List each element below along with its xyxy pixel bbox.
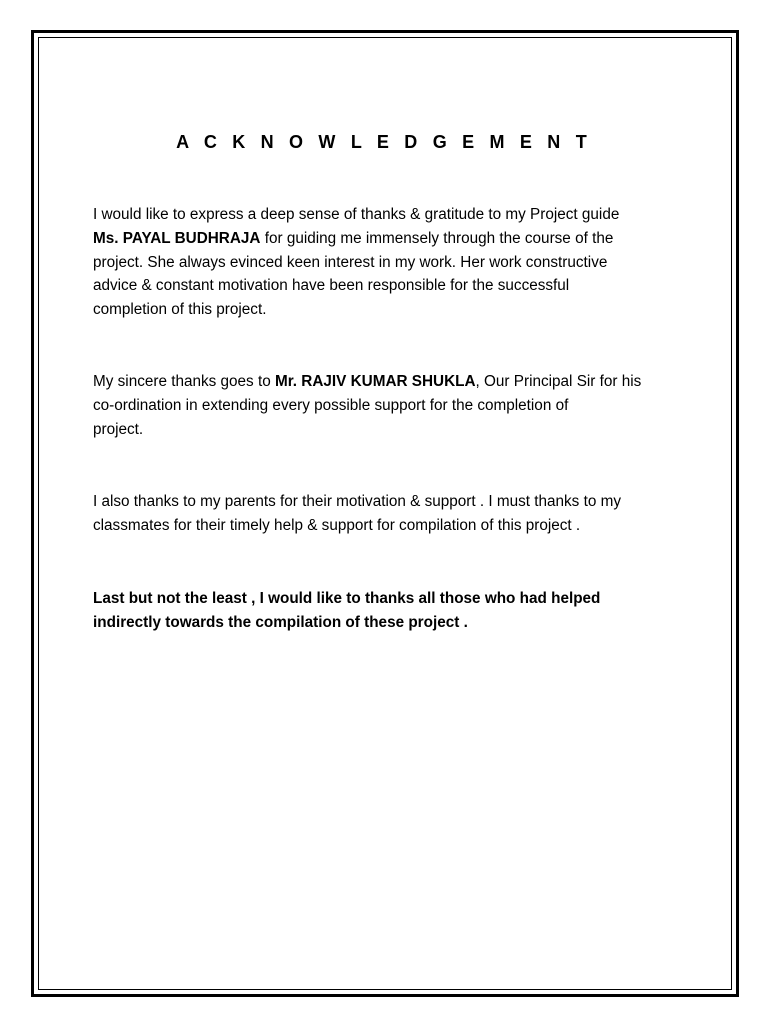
paragraph-text: , Our Principal Sir for his (475, 373, 642, 390)
paragraph-line: advice & constant motivation have been responsible for the successful (93, 277, 570, 295)
page-title: A C K N O W L E D G E M E N T (176, 132, 592, 152)
paragraph-line: I would like to express a deep sense of thanks & gratitude to my Project guide (93, 206, 620, 223)
paragraph-line: I also thanks to my parents for their motivation & support . I must thanks to my (93, 493, 621, 510)
paragraph-line (93, 227, 693, 251)
paragraph-line: project. She always evinced keen interest in my work. Her work constructive (93, 253, 608, 271)
guide-name: Ms. PAYAL BUDHRAJA (93, 229, 261, 247)
paragraph-line: classmates for their timely help & support for compilation of this project . (93, 516, 581, 534)
principal-name: Mr. RAJIV KUMAR SHUKLA (274, 373, 476, 390)
paragraph-line: indirectly towards the compilation of these project . (93, 613, 468, 631)
paragraph-principal-thanks (93, 370, 693, 441)
paragraph-line (93, 370, 693, 394)
paragraph-line: co-ordination in extending every possible support for the completion of (93, 396, 569, 414)
paragraph-guide-thanks (93, 203, 693, 322)
paragraph-parents-thanks (93, 490, 693, 538)
paragraph-line: completion of this project. (93, 301, 267, 319)
paragraph-line: project. (93, 420, 144, 438)
paragraph-final-thanks (93, 587, 693, 635)
paragraph-text: for guiding me immensely through the course of the (260, 229, 614, 247)
paragraph-line: Last but not the least , I would like to thanks all those who had helped (93, 590, 601, 607)
paragraph-text: My sincere thanks goes to (93, 373, 275, 390)
